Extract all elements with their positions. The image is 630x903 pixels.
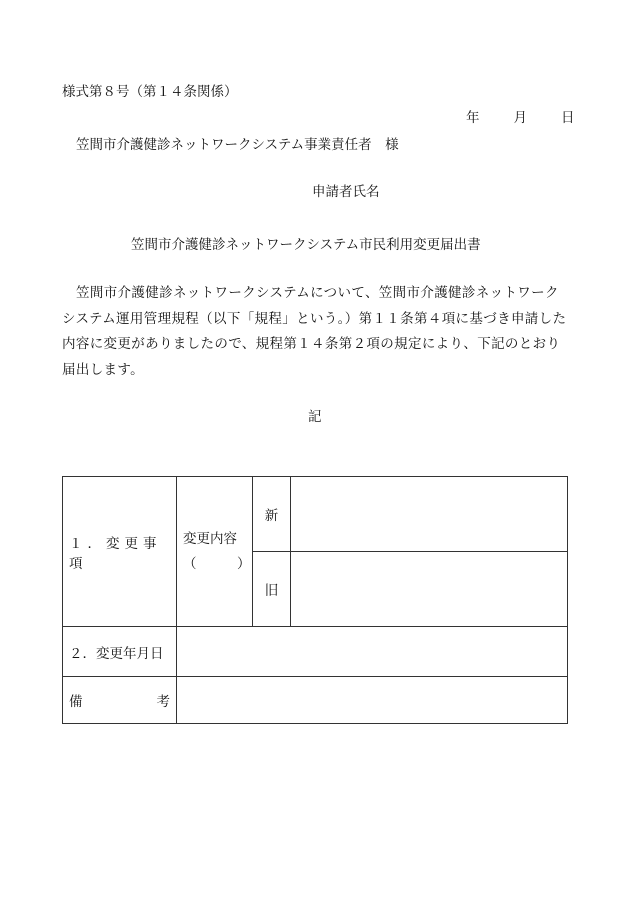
ki-heading: 記 [308, 409, 322, 425]
change-item-label: １．変更事項 [63, 477, 177, 627]
old-label: 旧 [253, 552, 291, 627]
change-detail-label [177, 477, 253, 627]
old-value-field[interactable] [291, 552, 568, 627]
remarks-label-left: 備 [69, 694, 83, 710]
document-title: 笠間市介護健診ネットワークシステム市民利用変更届出書 [131, 237, 481, 253]
remarks-label-right: 考 [156, 694, 170, 710]
date-month-label: 月 [513, 110, 527, 126]
date-year-label: 年 [466, 110, 480, 126]
form-number: 様式第８号（第１４条関係） [62, 84, 238, 100]
new-value-field[interactable] [291, 477, 568, 552]
new-label: 新 [253, 477, 291, 552]
change-form-table [62, 476, 568, 724]
body-paragraph: 笠間市介護健診ネットワークシステムについて、笠間市介護健診ネットワークシステム運用管理規程（以下「規程」という。）第１１条第４項に基づき申請した内容に変更がありましたので、規程第１４条第２項の規定により、下記のとおり届出します。 [62, 285, 567, 378]
remarks-field[interactable] [177, 677, 568, 724]
applicant-name-label: 申請者氏名 [312, 184, 380, 200]
change-date-field[interactable] [177, 627, 568, 677]
date-day-label: 日 [561, 110, 575, 126]
date-line [466, 106, 575, 126]
addressee: 笠間市介護健診ネットワークシステム事業責任者 様 [76, 137, 399, 153]
change-date-label: ２．変更年月日 [63, 627, 177, 677]
remarks-label [63, 677, 177, 724]
change-detail-text: 変更内容 [183, 530, 237, 547]
change-detail-paren: （ ） [183, 555, 251, 572]
